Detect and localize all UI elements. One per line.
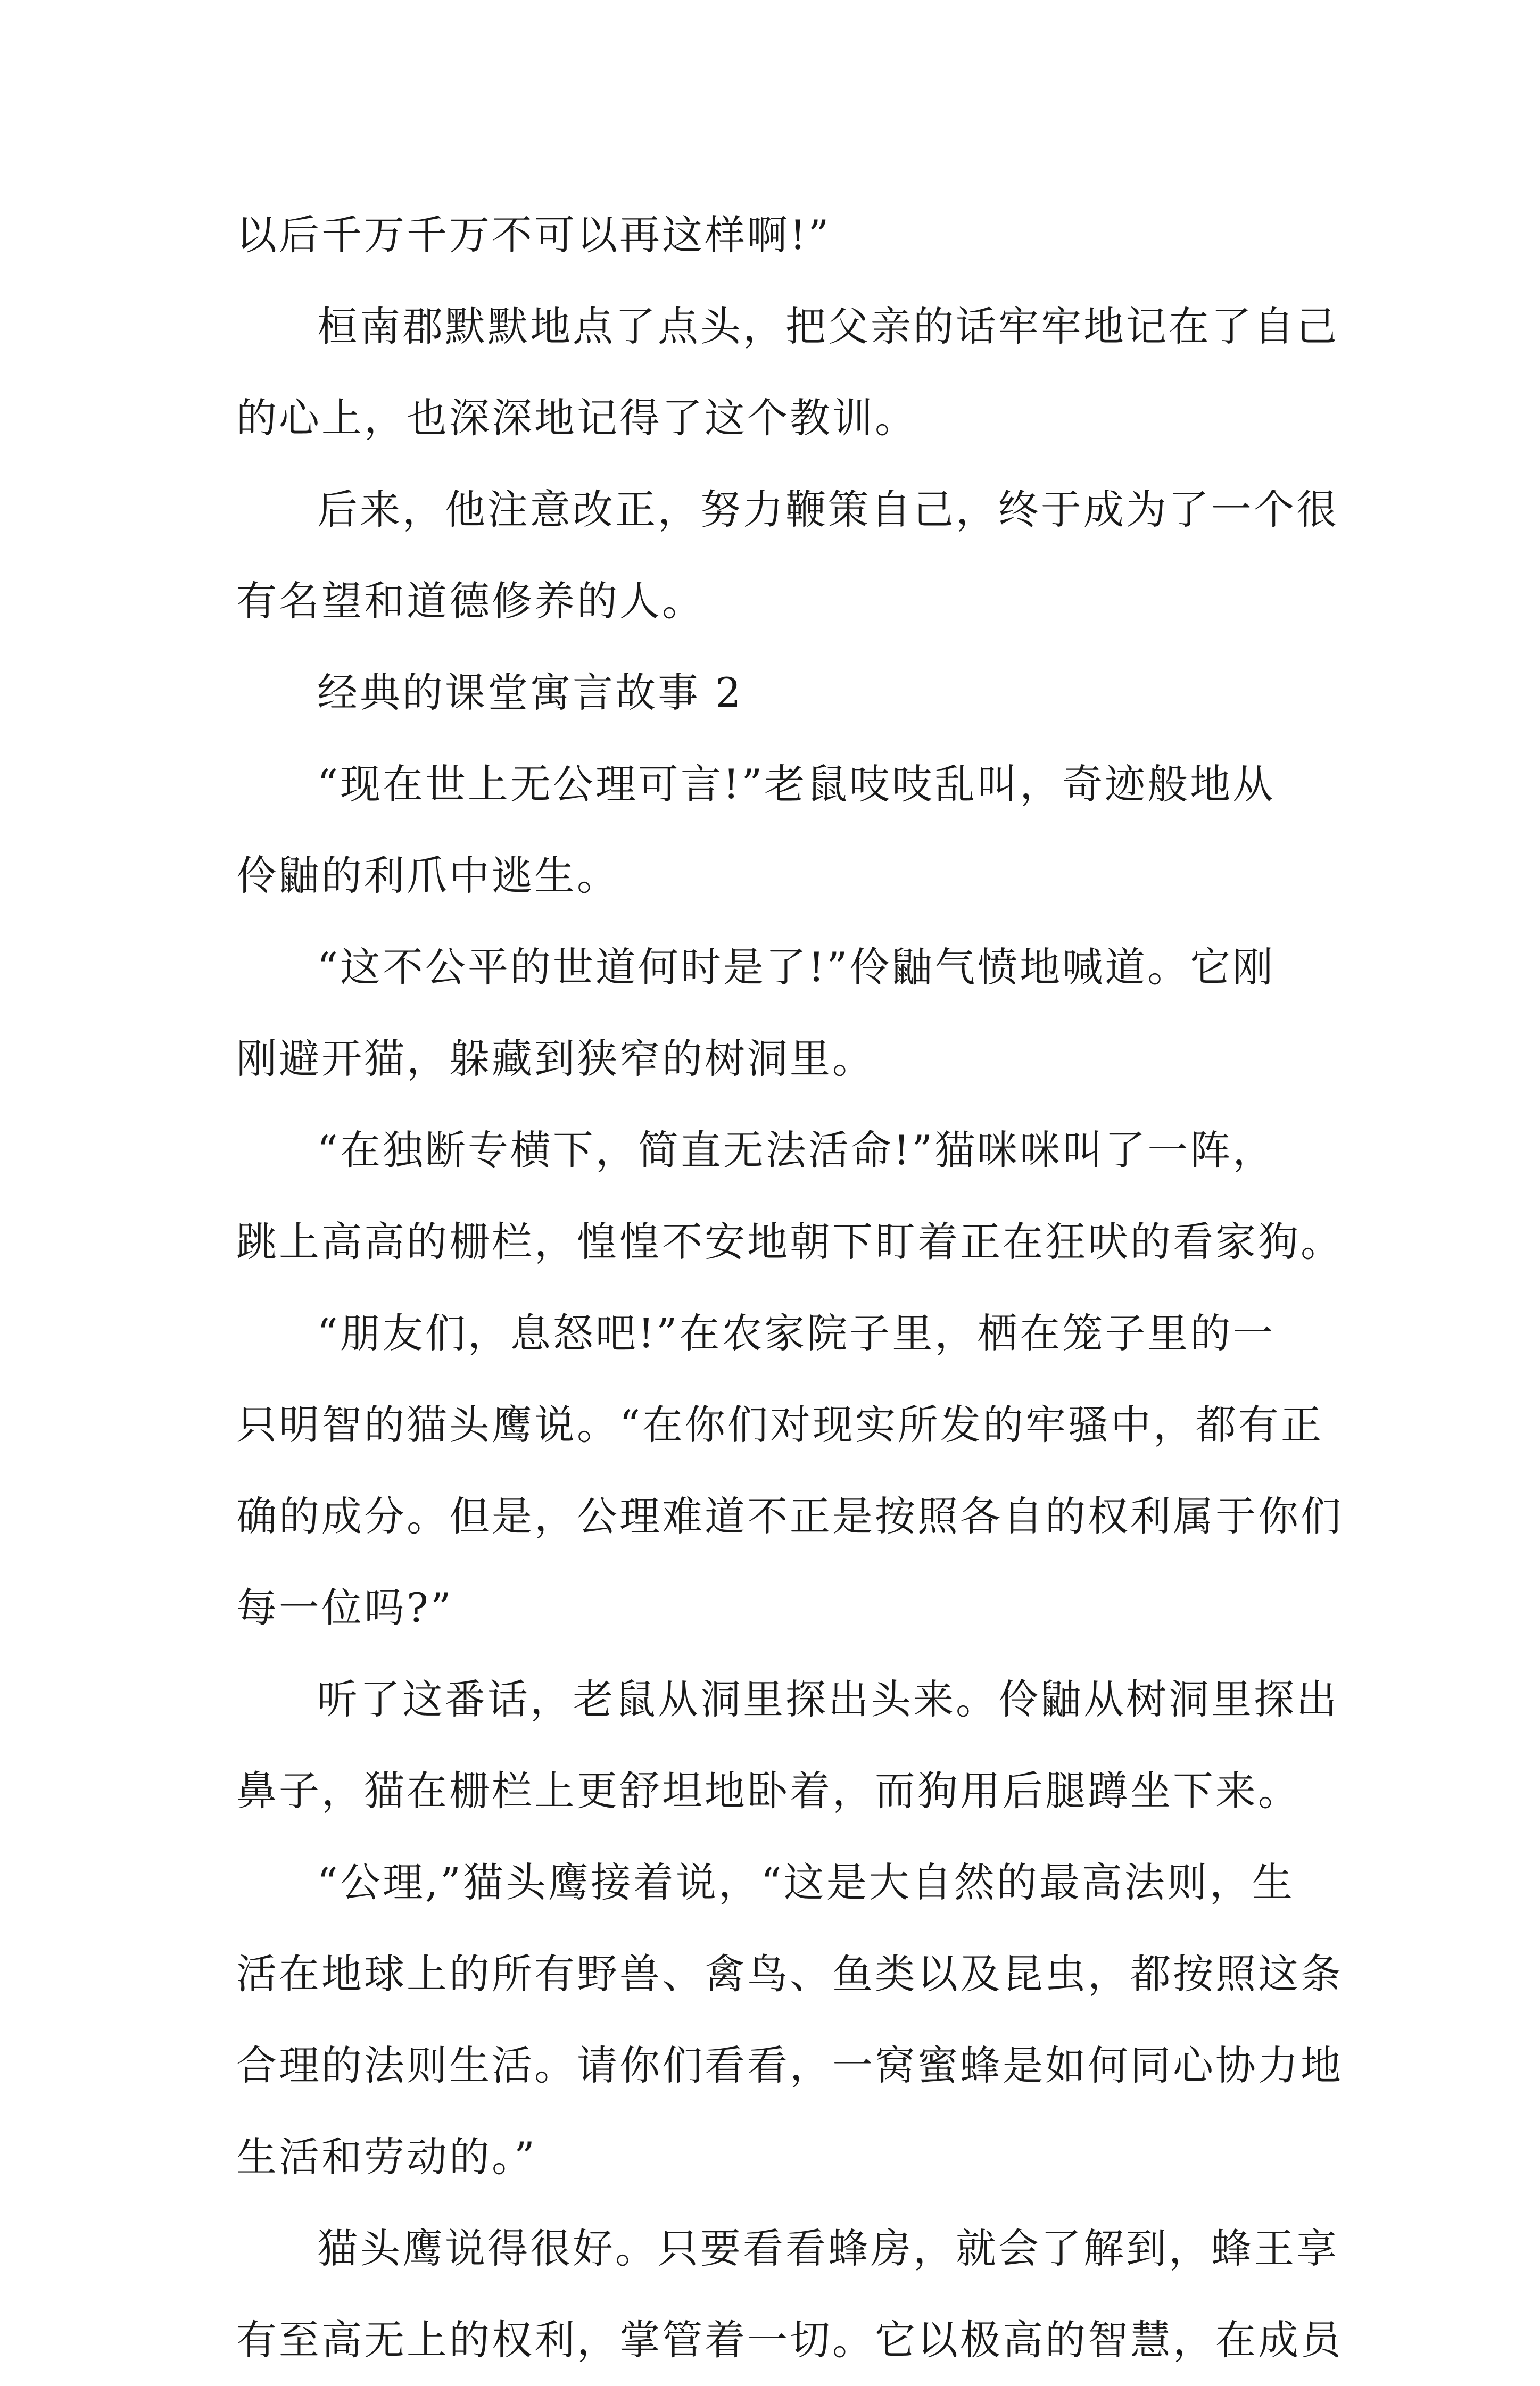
text-line: 刚避开猫，躲藏到狭窄的树洞里。 xyxy=(236,1035,875,1082)
text-line: 每一位吗?” xyxy=(236,1584,453,1631)
text-line: 有名望和道德修养的人。 xyxy=(236,577,705,625)
text-line: 跳上高高的栅栏，惶惶不安地朝下盯着正在狂吠的看家狗。 xyxy=(236,1218,1343,1265)
text-line: 以后千万千万不可以再这样啊!” xyxy=(236,211,831,259)
body-text xyxy=(236,189,1343,2386)
section-heading: 经典的课堂寓言故事 2 xyxy=(317,669,743,716)
text-line: 有至高无上的权利，掌管着一切。它以极高的智慧，在成员 xyxy=(236,2316,1343,2364)
text-line: 确的成分。但是，公理难道不正是按照各自的权利属于你们 xyxy=(236,1493,1343,1540)
text-line: 伶鼬的利爪中逃生。 xyxy=(236,852,619,899)
paragraph-first-line: “这不公平的世道何时是了!”伶鼬气愤地喊道。它刚 xyxy=(317,943,1276,991)
paragraph-first-line: 听了这番话，老鼠从洞里探出头来。伶鼬从树洞里探出 xyxy=(317,1676,1339,1723)
paragraph-first-line: “现在世上无公理可言!”老鼠吱吱乱叫，奇迹般地从 xyxy=(317,760,1276,808)
paragraph-first-line: 猫头鹰说得很好。只要看看蜂房，就会了解到，蜂王享 xyxy=(317,2225,1339,2272)
text-line: 只明智的猫头鹰说。“在你们对现实所发的牢骚中，都有正 xyxy=(236,1401,1323,1448)
paragraph-first-line: “公理,”猫头鹰接着说，“这是大自然的最高法则，生 xyxy=(317,1859,1295,1906)
text-line: 活在地球上的所有野兽、禽鸟、鱼类以及昆虫，都按照这条 xyxy=(236,1950,1343,1998)
paragraph-first-line: 后来，他注意改正，努力鞭策自己，终于成为了一个很 xyxy=(317,486,1339,533)
text-line: 合理的法则生活。请你们看看，一窝蜜蜂是如何同心协力地 xyxy=(236,2042,1343,2089)
text-line: 生活和劳动的。” xyxy=(236,2133,537,2181)
paragraph-first-line: “朋友们，息怒吧!”在农家院子里，栖在笼子里的一 xyxy=(317,1310,1276,1357)
text-line: 的心上，也深深地记得了这个教训。 xyxy=(236,394,917,442)
paragraph-first-line: “在独断专横下，简直无法活命!”猫咪咪叫了一阵， xyxy=(317,1126,1276,1174)
paragraph-first-line: 桓南郡默默地点了点头，把父亲的话牢牢地记在了自己 xyxy=(317,303,1339,350)
text-line: 鼻子，猫在栅栏上更舒坦地卧着，而狗用后腿蹲坐下来。 xyxy=(236,1767,1301,1815)
